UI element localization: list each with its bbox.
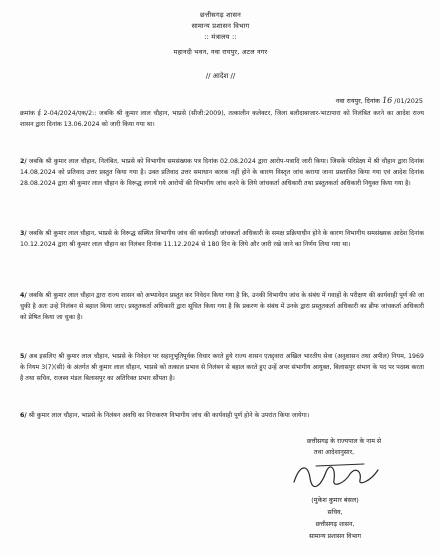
department-heading: सामान्य प्रशासन विभाग xyxy=(191,22,250,30)
paragraph-number: 4/ xyxy=(20,292,27,299)
paragraph-text: जबकि श्री कुमार लाल चौहान द्वारा राज्य शासन को अभ्यावेदन प्रस्तुत कर निवेदन किया गया है कि, उनकी विभागीय जांच के संबंध में गवाहों के परीक्षण की कार्यवाही पूर्ण की जा चुकी है अतः उन्हे निलंबन से बहाल किया जाए। प्रस्तुतकर्ता अधिकारी द्वारा सूचित किया गया है कि प्रकरण के संबंध में उनके द्वारा प्रस्तुतकर्ता अधिकारी का ब्रीफ जांचकर्ता अधिकारी को प्रेषित किया जा चुका है। xyxy=(20,292,424,321)
paragraph-1 xyxy=(20,108,424,130)
paragraph-text: जबकि श्री कुमार लाल चौहान, भाप्रसे के विरूद्ध संस्थित विभागीय जांच की कार्यवाही जांचकर्ता अधिकारी के समक्ष प्रक्रियाधीन होने के कारण विभागीय समसंख्यक आदेश दिनांक 10.12.2024 द्वारा श्री कुमार लाल चौहान का निलंबन दिनांक 11.12.2024 से 180 दिन के लिये और जारी रखे जाने का निर्णय लिया गया था। xyxy=(20,230,424,248)
signatory-title-1: सचिव, xyxy=(327,509,343,516)
paragraph-text: जबकि श्री कुमार लाल चौहान, निलंबित, भाप्रसे को विभागीय समसंख्यक पत्र दिनांक 02.08.2024 द्वारा आरोप-पत्रादि जारी किया। जिसके परिप्रेक्ष्य में श्री चौहान द्वारा दिनांक 14.08.2024 को प्रतिवाद उत्तर प्रस्तुत किया गया है। उक्त प्रतिवाद उत्तर समाधान कारक नहीं होने के कारण विस्तृत जांच कराया जाना प्रस्तावित किया गया एवं आदेश दिनांक 28.08.2024 द्वारा श्री कुमार लाल चौहान के विरूद्ध लगाये गये आरोपों की विभागीय जांच करने के लिये जांचकर्ता अधिकारी तथा प्रस्तुतकर्ता अधिकारी नियुक्त किया गया है। xyxy=(20,158,424,187)
signature-line-1: छत्तीसगढ़ के राज्यपाल के नाम से xyxy=(306,438,382,445)
paragraph-text: श्री कुमार लाल चौहान, भाप्रसे के निलंबन अवधि का निराकरण विभागीय जांच की कार्यवाही पूर्ण होने के उपरांत किया जायेगा। xyxy=(28,412,310,419)
paragraph-3 xyxy=(20,228,424,250)
paragraph-number: 6/ xyxy=(20,412,27,419)
handwritten-signature xyxy=(286,458,386,492)
paragraph-6 xyxy=(20,410,424,421)
address-heading: महानदी भवन, नवा रायपुर, अटल नगर xyxy=(173,48,268,56)
paragraph-text: क्रमांक ई 2-04/2024/एक/2:: जबकि श्री कुमार लाल चौहान, भाप्रसे (सीजी:2009), तत्कालीन कलेक्टर, जिला बलौदाबाजार-भाटापारा को निलंबित करने का आदेश राज्य शासन द्वारा दिनांक 13.06.2024 को जारी किया गया था। xyxy=(20,110,424,128)
signatory-name: (मुकेश कुमार बंसल) xyxy=(311,496,359,504)
ministry-heading: :: मंत्रालय :: xyxy=(204,33,237,41)
paragraph-5 xyxy=(20,351,424,384)
paragraph-number: 3/ xyxy=(20,230,27,237)
date-prefix: नवा रायपुर, दिनांक xyxy=(335,97,381,105)
order-date xyxy=(336,96,423,105)
date-rest: /01/2025 xyxy=(394,97,423,105)
government-heading: छत्तीसगढ़ शासन xyxy=(200,11,241,19)
paragraph-text: अब इसलिए श्री कुमार लाल चौहान, भाप्रसे के निवेदन पर सहानुभूतिपूर्वक विचार करते हुये राज्य शासन एतद्द्वारा अखिल भारतीय सेवा (अनुशासन तथा अपील) नियम, 1969 के नियम 3(7)(सी) के अंतर्गत श्री कुमार लाल चौहान, भाप्रसे को तत्काल प्रभाव से निलंबन से बहाल करते हुए उन्हें अपर संभागीय आयुक्त, बिलासपुर संभाग के पद पर पदस्थ करता है तथा सचिव, राजस्व मंडल बिलासपुर का अतिरिक्त प्रभार सौंपता है। xyxy=(20,353,424,382)
order-title: // आदेश // xyxy=(205,72,236,80)
signature-authority xyxy=(249,436,419,458)
date-day-handwritten: 16 xyxy=(382,96,393,105)
paragraph-number: 5/ xyxy=(20,353,27,360)
paragraph-4 xyxy=(20,290,424,323)
paragraph-2 xyxy=(20,156,424,189)
signatory-title-3: सामान्य प्रशासन विभाग xyxy=(309,533,361,540)
signature-line-2: तथा आदेशानुसार, xyxy=(313,449,355,456)
paragraph-number: 2/ xyxy=(20,158,27,165)
signatory-title-2: छत्तीसगढ़ शासन, xyxy=(315,521,355,528)
